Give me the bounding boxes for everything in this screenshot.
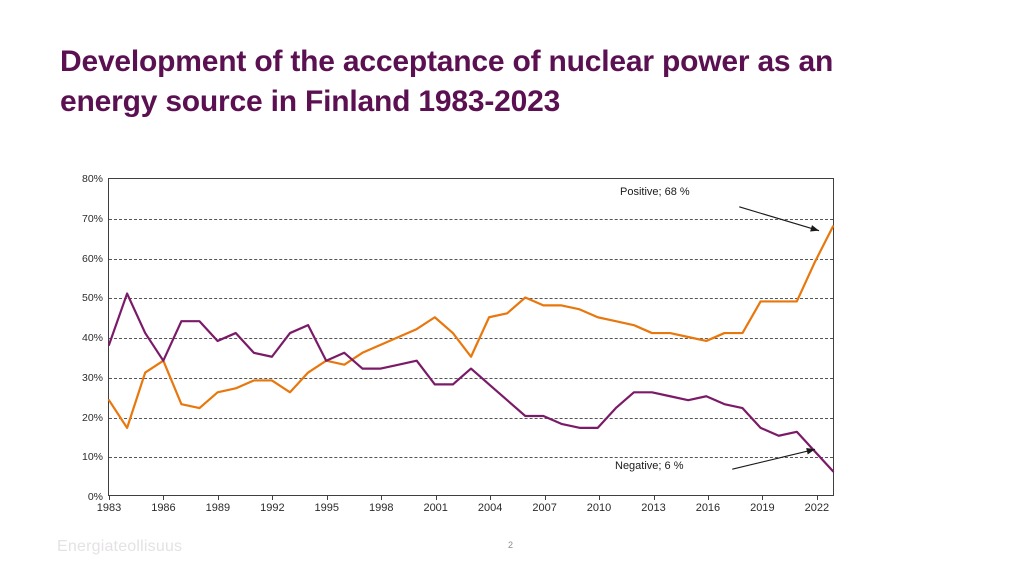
x-axis-tick-label: 2019 <box>750 502 775 514</box>
x-axis-tick-label: 1995 <box>314 502 340 514</box>
y-axis-tick-label: 30% <box>81 371 103 384</box>
page-title: Development of the acceptance of nuclear power as an energy source in Finland 1983-2023 <box>60 45 834 118</box>
x-axis-tick-label: 2007 <box>532 502 557 514</box>
x-axis-tick <box>109 495 110 500</box>
negative-annotation: Negative; 6 % <box>615 460 684 472</box>
x-axis-tick-label: 2022 <box>804 502 830 514</box>
x-axis-tick <box>490 495 491 500</box>
y-axis-tick-label: 20% <box>81 411 103 424</box>
x-axis-tick <box>545 495 546 500</box>
x-axis-tick-label: 1992 <box>260 502 285 514</box>
y-axis-tick-label: 60% <box>81 252 103 265</box>
x-axis-tick-label: 1989 <box>205 502 231 514</box>
x-axis-tick-label: 1986 <box>151 502 176 514</box>
chart-series-lines <box>109 179 833 495</box>
x-axis-tick <box>762 495 763 500</box>
chart <box>60 168 850 514</box>
x-axis-tick <box>381 495 382 500</box>
y-axis-tick-label: 70% <box>81 212 103 225</box>
x-axis-tick <box>218 495 219 500</box>
x-axis-tick-label: 1983 <box>96 502 122 514</box>
y-axis-tick-label: 50% <box>81 292 103 305</box>
positive-annotation-arrow <box>739 207 819 232</box>
x-axis-tick-label: 2013 <box>641 502 666 514</box>
chart-plot-area <box>81 173 834 514</box>
series-line-positive <box>109 226 833 427</box>
x-axis-tick-label: 2016 <box>695 502 721 514</box>
x-axis-tick <box>708 495 709 500</box>
positive-annotation: Positive; 68 % <box>620 186 690 198</box>
x-axis-tick-label: 1998 <box>369 502 394 514</box>
y-axis-tick-label: 0% <box>87 491 103 503</box>
series-line-negative <box>109 294 833 472</box>
footer-logo: Energiateollisuus <box>57 538 183 555</box>
x-axis-tick-label: 2001 <box>423 502 448 514</box>
y-axis-tick-label: 40% <box>81 332 103 344</box>
x-axis-tick <box>817 495 818 500</box>
x-axis-tick <box>327 495 328 500</box>
x-axis-tick <box>599 495 600 500</box>
negative-annotation-arrow <box>732 448 815 469</box>
y-axis-tick-label: 80% <box>81 173 103 185</box>
x-axis-tick-label: 2004 <box>477 502 503 514</box>
y-axis-tick-label: 10% <box>81 451 103 464</box>
x-axis-tick <box>654 495 655 500</box>
x-axis-tick <box>436 495 437 500</box>
x-axis-tick <box>272 495 273 500</box>
x-axis-tick <box>163 495 164 500</box>
page-number: 2 <box>508 540 514 550</box>
x-axis-tick-label: 2010 <box>586 502 612 514</box>
